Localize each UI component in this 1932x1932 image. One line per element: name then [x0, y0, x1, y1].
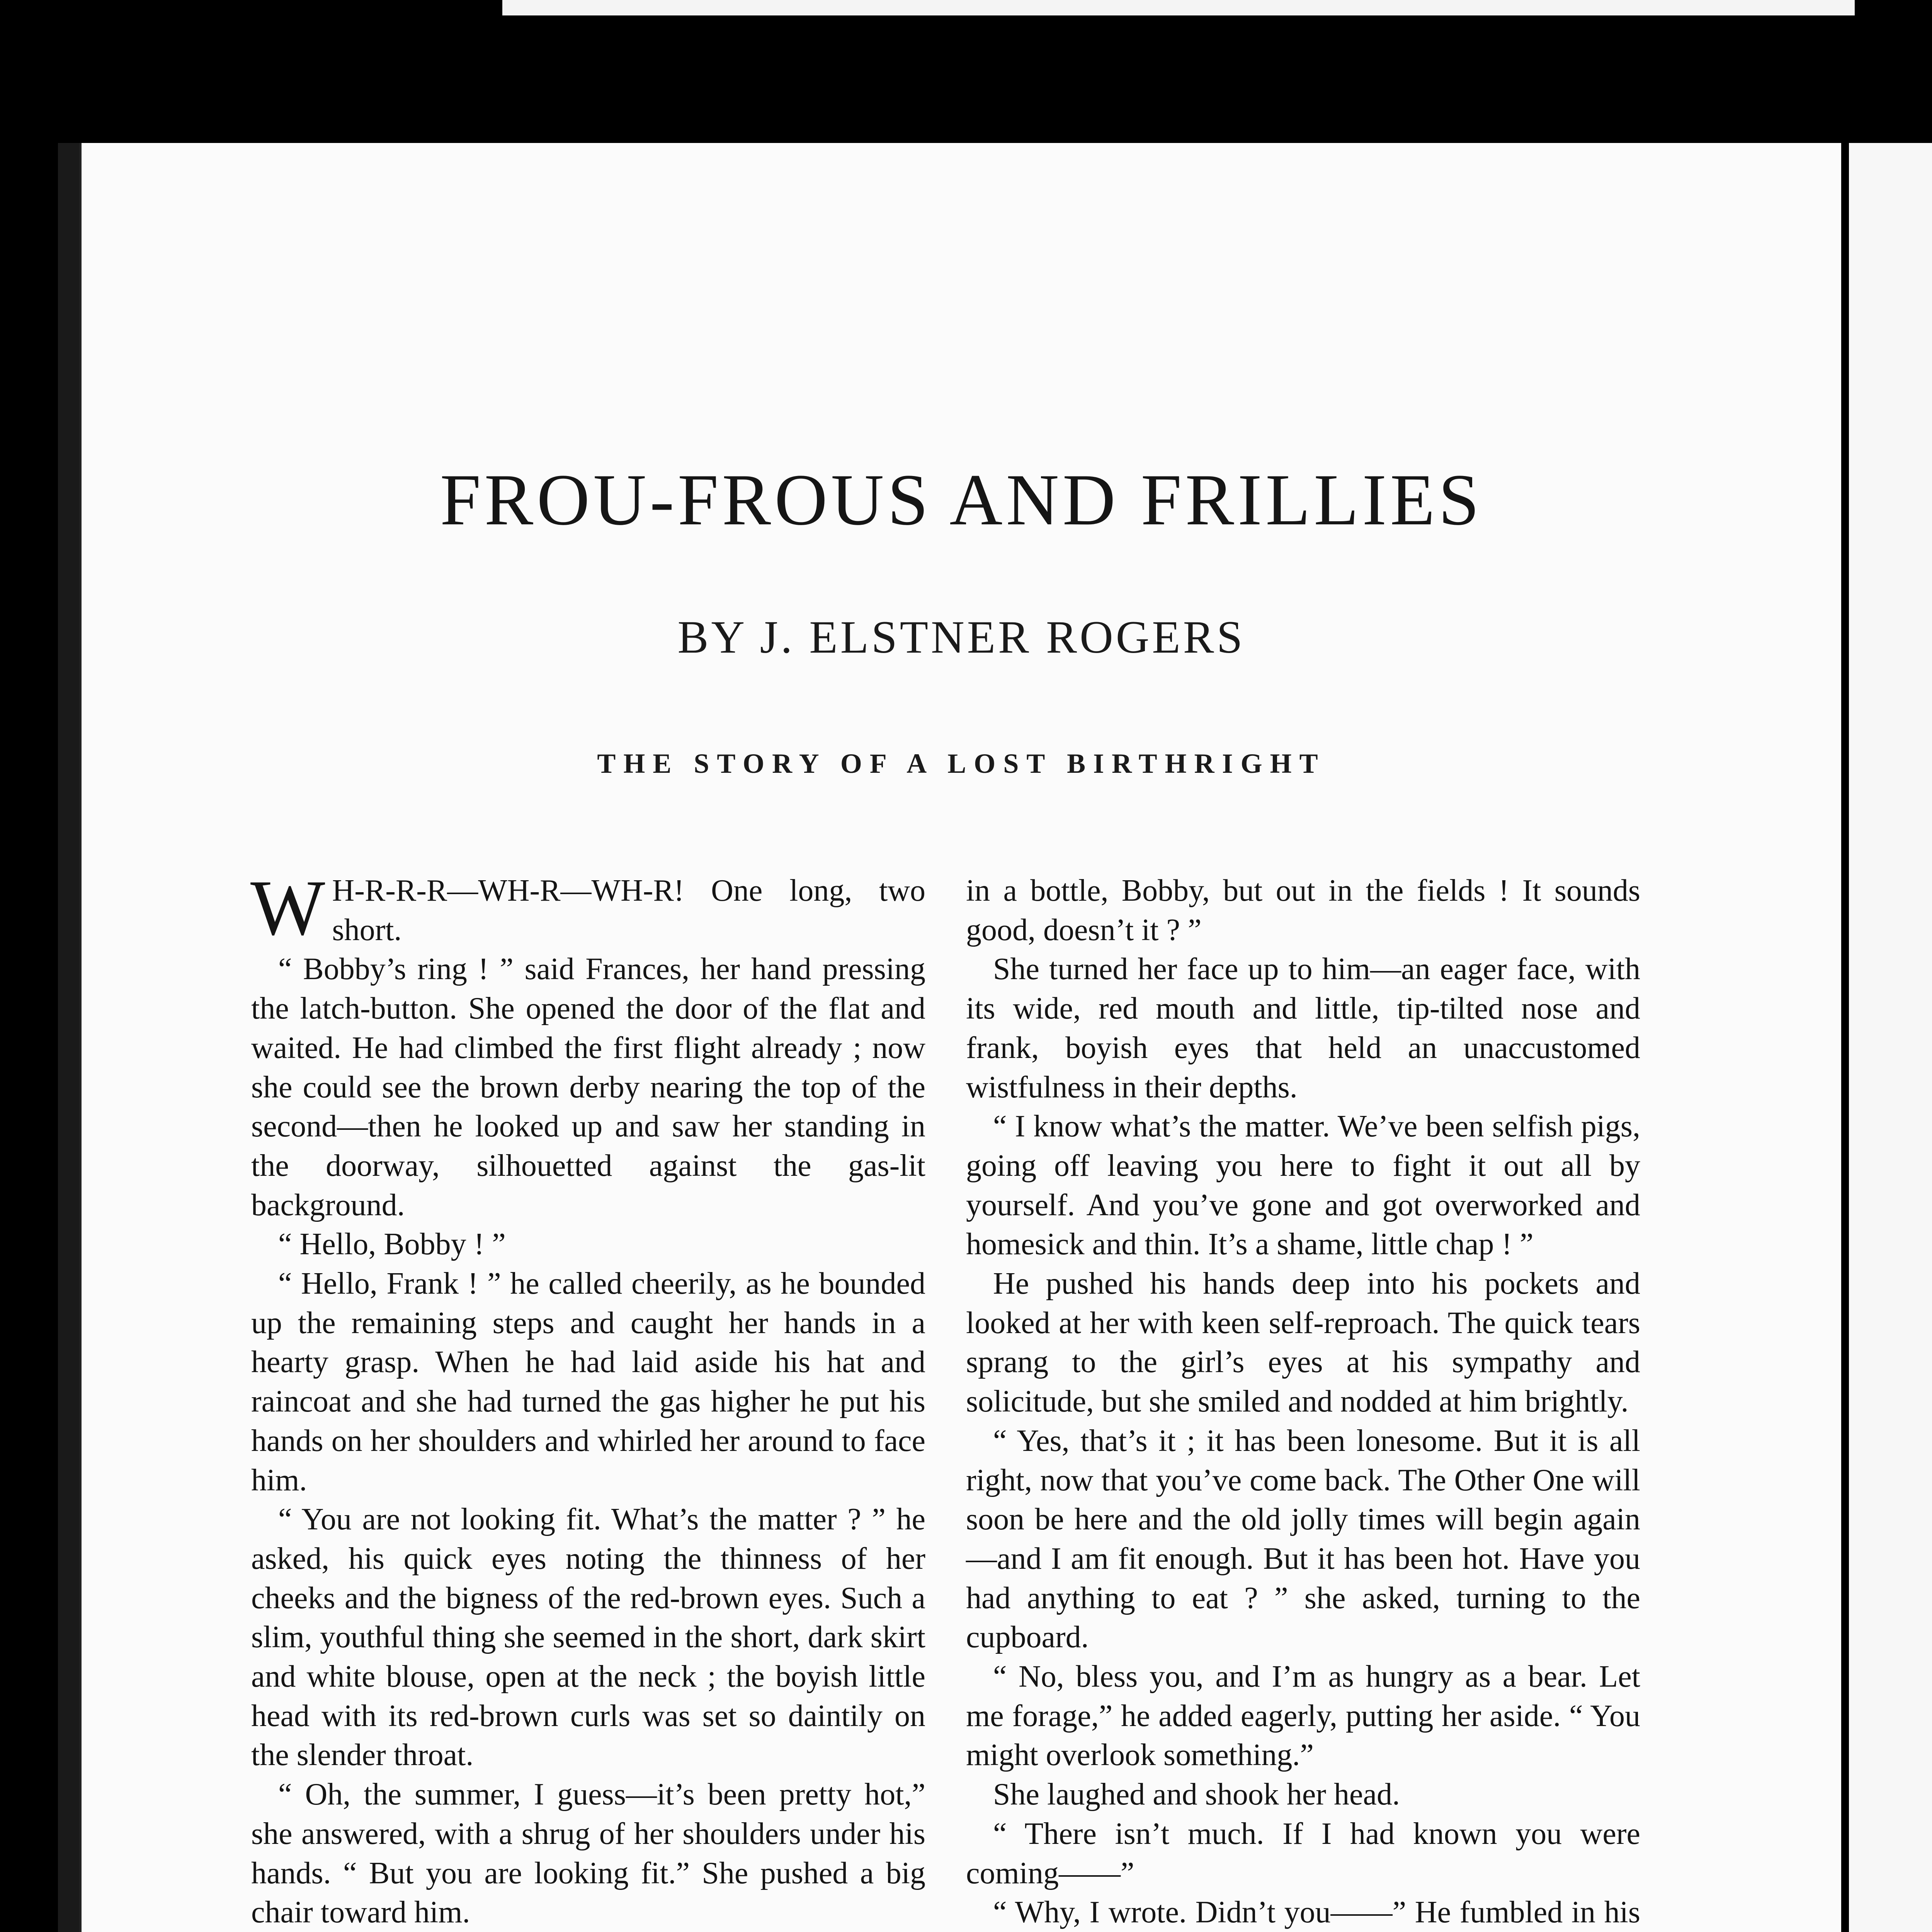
article-title: FROU-FROUS AND FRILLIES — [440, 459, 1483, 541]
article-byline: BY J. ELSTNER ROGERS — [677, 611, 1245, 663]
paragraph: She laughed and shook her head. — [993, 1777, 1400, 1812]
paragraph: “ I know what’s the matter. We’ve been selfish pigs, going off leaving you here to fight it out all by yourself. And you’ve gone and got overworked and homesick and thin. It’s a shame, little chap ! ” — [966, 1109, 1640, 1262]
right-column — [966, 871, 1640, 1932]
paragraph: “ Why, I wrote. Didn’t you——” He fumbled in his — [993, 1895, 1640, 1930]
drop-cap: W — [250, 864, 325, 952]
paragraph: W H-R-R-R—WH-R—WH-R! One long, two short. — [250, 864, 925, 952]
left-column — [250, 864, 925, 1932]
paragraph: She turned her face up to him—an eager face, with its wide, red mouth and little, tip-tilted nose and frank, boyish eyes that held an unaccustomed wistfulness in their depths. — [966, 952, 1640, 1104]
book-spine — [58, 143, 82, 1932]
paragraph: “ No, bless you, and I’m as hungry as a bear. Let me forage,” he added eagerly, putting her aside. “ You might overlook something.” — [966, 1660, 1640, 1772]
paragraph: “ You are not looking fit. What’s the matter ? ” he asked, his quick eyes noting the thinness of her cheeks and the bigness of the red-brown eyes. Such a slim, youthful thing she seemed in the short, dark skirt and white blouse, open at the neck ; the boyish little head with its red-brown curls was set so daintily on the slender throat. — [251, 1502, 925, 1772]
paragraph: “ Yes, that’s it ; it has been lonesome. But it is all right, now that you’ve come back. The Other One will soon be here and the old jolly times will begin again —and I am fit enough. But it has been hot. Have you had anything to eat ? ” she asked, turning to the cupboard. — [966, 1423, 1640, 1655]
page-gutter — [1841, 143, 1849, 1932]
paragraph: “ Hello, Bobby ! ” — [278, 1227, 506, 1262]
article-subtitle: THE STORY OF A LOST BIRTHRIGHT — [597, 748, 1326, 779]
paragraph: in a bottle, Bobby, but out in the fields ! It sounds good, doesn’t it ? ” — [966, 874, 1640, 947]
paragraph: He pushed his hands deep into his pockets and looked at her with keen self-reproach. The quick tears sprang to the girl’s eyes at his sympathy and solicitude, but she smiled and nodded at him brightly. — [966, 1267, 1640, 1419]
paragraph: “ Bobby’s ring ! ” said Frances, her hand pressing the latch-button. She opened the door of the flat and waited. He had climbed the first flight already ; now she could see the brown derby nearing the top of the second—then he looked up and saw her standing in the doorway, silhouetted against the gas-lit background. — [251, 952, 925, 1222]
next-page-edge — [1849, 143, 1932, 1932]
paragraph: “ Hello, Frank ! ” he called cheerily, as he bounded up the remaining steps and caught her hands in a hearty grasp. When he had laid aside his hat and raincoat and she had turned the gas higher he put his hands on her shoulders and whirled her around to face him. — [251, 1267, 925, 1497]
paragraph: “ There isn’t much. If I had known you were coming——” — [966, 1816, 1640, 1890]
previous-page-edge — [502, 0, 1855, 15]
paragraph: “ Oh, the summer, I guess—it’s been pretty hot,” she answered, with a shrug of her shoulders under his hands. “ But you are looking fit.” She pushed a big chair toward him. — [251, 1777, 925, 1930]
